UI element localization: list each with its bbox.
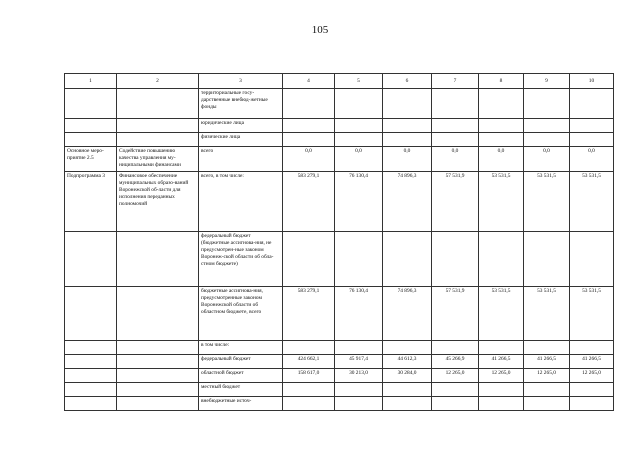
table-row [65, 369, 614, 383]
amount-cell: 45 917,4 [335, 355, 383, 369]
column-header: 6 [383, 74, 432, 89]
amount-cell: 0,0 [335, 147, 383, 172]
program-status-cell [65, 369, 117, 383]
amount-cell [479, 397, 524, 411]
amount-cell: 12 265,0 [479, 369, 524, 383]
amount-cell [524, 133, 570, 147]
funding-source-cell: всего, в том числе: [199, 172, 283, 232]
amount-cell: 12 265,0 [432, 369, 479, 383]
funding-source-cell: бюджетные ассигнова-ния, предусмотренные законом Воронежской области об областном бюджете, всего [199, 287, 283, 341]
table-row [65, 341, 614, 355]
amount-cell [479, 341, 524, 355]
funding-source-cell: местный бюджет [199, 383, 283, 397]
program-status-cell [65, 119, 117, 133]
amount-cell [335, 133, 383, 147]
program-name-cell [117, 341, 199, 355]
amount-cell: 12 265,0 [524, 369, 570, 383]
amount-cell: 0,0 [479, 147, 524, 172]
program-name-cell [117, 232, 199, 287]
program-status-cell [65, 232, 117, 287]
amount-cell: 53 531,5 [570, 287, 614, 341]
amount-cell [524, 119, 570, 133]
amount-cell [524, 383, 570, 397]
amount-cell: 76 130,4 [335, 172, 383, 232]
amount-cell: 30 213,0 [335, 369, 383, 383]
program-name-cell [117, 369, 199, 383]
column-header: 3 [199, 74, 283, 89]
amount-cell: 74 896,3 [383, 172, 432, 232]
amount-cell [479, 133, 524, 147]
table-header-row [65, 74, 614, 89]
amount-cell [479, 383, 524, 397]
amount-cell [335, 89, 383, 119]
amount-cell [383, 397, 432, 411]
amount-cell: 0,0 [524, 147, 570, 172]
program-status-cell: Основное меро-приятие 2.5 [65, 147, 117, 172]
program-status-cell [65, 355, 117, 369]
table-row [65, 355, 614, 369]
amount-cell [383, 383, 432, 397]
amount-cell: 583 279,1 [283, 287, 335, 341]
amount-cell: 0,0 [283, 147, 335, 172]
funding-source-cell: областной бюджет [199, 369, 283, 383]
amount-cell [335, 232, 383, 287]
program-status-cell [65, 89, 117, 119]
funding-source-cell: всего [199, 147, 283, 172]
amount-cell [335, 341, 383, 355]
table-row [65, 147, 614, 172]
program-name-cell [117, 287, 199, 341]
amount-cell [524, 232, 570, 287]
amount-cell: 44 612,3 [383, 355, 432, 369]
amount-cell: 76 130,4 [335, 287, 383, 341]
amount-cell [570, 397, 614, 411]
program-status-cell: Подпрограмма 3 [65, 172, 117, 232]
table-row [65, 119, 614, 133]
program-name-cell [117, 397, 199, 411]
amount-cell [283, 341, 335, 355]
funding-source-cell: территориальные госу-дарственные внебюд-жетные фонды [199, 89, 283, 119]
amount-cell [570, 383, 614, 397]
amount-cell [432, 383, 479, 397]
amount-cell: 53 531,5 [524, 172, 570, 232]
page-number: 105 [311, 24, 329, 36]
funding-source-cell: внебюджетные источ- [199, 397, 283, 411]
table-row [65, 397, 614, 411]
program-status-cell [65, 133, 117, 147]
column-header: 5 [335, 74, 383, 89]
amount-cell [570, 133, 614, 147]
table-row [65, 287, 614, 341]
program-name-cell [117, 133, 199, 147]
amount-cell: 12 265,0 [570, 369, 614, 383]
amount-cell: 53 531,5 [570, 172, 614, 232]
amount-cell [335, 383, 383, 397]
amount-cell [479, 119, 524, 133]
amount-cell [570, 119, 614, 133]
table-row [65, 172, 614, 232]
amount-cell: 41 266,5 [570, 355, 614, 369]
amount-cell: 41 266,5 [479, 355, 524, 369]
column-header: 7 [432, 74, 479, 89]
amount-cell: 583 279,1 [283, 172, 335, 232]
amount-cell [524, 89, 570, 119]
amount-cell [432, 133, 479, 147]
amount-cell: 424 662,1 [283, 355, 335, 369]
amount-cell: 53 531,5 [524, 287, 570, 341]
amount-cell: 0,0 [432, 147, 479, 172]
amount-cell: 74 896,3 [383, 287, 432, 341]
amount-cell [524, 341, 570, 355]
amount-cell [383, 341, 432, 355]
amount-cell [432, 89, 479, 119]
amount-cell [524, 397, 570, 411]
amount-cell [283, 383, 335, 397]
amount-cell [383, 89, 432, 119]
amount-cell [383, 119, 432, 133]
amount-cell: 45 266,9 [432, 355, 479, 369]
amount-cell: 53 531,5 [479, 172, 524, 232]
amount-cell [570, 89, 614, 119]
column-header: 1 [65, 74, 117, 89]
amount-cell [432, 119, 479, 133]
table-row [65, 383, 614, 397]
program-name-cell [117, 355, 199, 369]
amount-cell [479, 89, 524, 119]
program-name-cell: Финансовое обеспечение муниципальных образо-ваний Воронежской об-ласти для исполнения переданных полномочий [117, 172, 199, 232]
amount-cell [283, 133, 335, 147]
amount-cell: 53 531,5 [479, 287, 524, 341]
amount-cell [283, 232, 335, 287]
budget-table [64, 73, 614, 411]
column-header: 4 [283, 74, 335, 89]
table-row [65, 89, 614, 119]
column-header: 10 [570, 74, 614, 89]
amount-cell: 158 617,0 [283, 369, 335, 383]
program-status-cell [65, 341, 117, 355]
amount-cell: 57 531,9 [432, 287, 479, 341]
program-name-cell [117, 89, 199, 119]
amount-cell [570, 232, 614, 287]
funding-source-cell: федеральный бюджет [199, 355, 283, 369]
funding-source-cell: федеральный бюджет (бюджетные ассигнова-ния, не предусмотрен-ные законом Воронеж-ской области об обла-стном бюджете) [199, 232, 283, 287]
amount-cell [283, 89, 335, 119]
amount-cell [335, 397, 383, 411]
program-name-cell [117, 119, 199, 133]
amount-cell [432, 232, 479, 287]
funding-source-cell: в том числе: [199, 341, 283, 355]
amount-cell: 41 266,5 [524, 355, 570, 369]
amount-cell: 0,0 [383, 147, 432, 172]
program-status-cell [65, 397, 117, 411]
amount-cell [432, 341, 479, 355]
table-row [65, 232, 614, 287]
amount-cell [570, 341, 614, 355]
amount-cell [479, 232, 524, 287]
program-name-cell: Содействие повышению качества управления му-ниципальными финансами [117, 147, 199, 172]
program-status-cell [65, 287, 117, 341]
amount-cell [283, 119, 335, 133]
amount-cell: 0,0 [570, 147, 614, 172]
column-header: 9 [524, 74, 570, 89]
table-row [65, 133, 614, 147]
column-header: 2 [117, 74, 199, 89]
program-status-cell [65, 383, 117, 397]
amount-cell [335, 119, 383, 133]
funding-source-cell: физические лица [199, 133, 283, 147]
column-header: 8 [479, 74, 524, 89]
amount-cell [283, 397, 335, 411]
amount-cell [432, 397, 479, 411]
amount-cell: 30 284,0 [383, 369, 432, 383]
amount-cell [383, 133, 432, 147]
amount-cell: 57 531,9 [432, 172, 479, 232]
funding-source-cell: юридические лица [199, 119, 283, 133]
program-name-cell [117, 383, 199, 397]
amount-cell [383, 232, 432, 287]
